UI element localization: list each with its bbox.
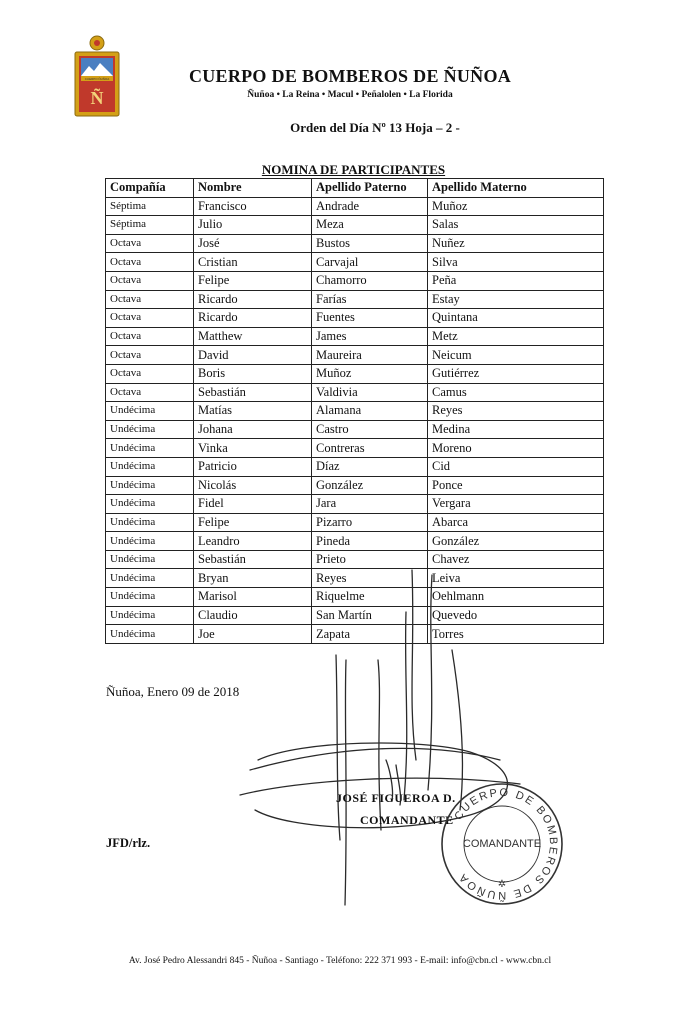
table-row (106, 383, 604, 402)
column-header-apellido-materno: Apellido Materno (428, 179, 604, 198)
cell-nombre: Marisol (194, 588, 312, 607)
cell-apellido-paterno: Pineda (312, 532, 428, 551)
seal-ring-text: CUERPO DE BOMBEROS DE ÑUÑOA (452, 786, 560, 902)
cell-compania: Undécima (106, 476, 194, 495)
cell-apellido-paterno: Andrade (312, 197, 428, 216)
cell-compania: Octava (106, 253, 194, 272)
cell-compania: Undécima (106, 606, 194, 625)
cell-compania: Octava (106, 234, 194, 253)
table-row (106, 271, 604, 290)
cell-apellido-materno: Oehlmann (428, 588, 604, 607)
cell-apellido-paterno: Muñoz (312, 364, 428, 383)
cell-compania: Undécima (106, 439, 194, 458)
cell-apellido-materno: Nuñez (428, 234, 604, 253)
logo-band-text: CUERPO ÑUÑOA (84, 77, 110, 81)
cell-compania: Octava (106, 364, 194, 383)
cell-compania: Undécima (106, 532, 194, 551)
cell-compania: Undécima (106, 588, 194, 607)
cell-nombre: Felipe (194, 271, 312, 290)
table-row (106, 513, 604, 532)
table-row (106, 550, 604, 569)
table-row (106, 309, 604, 328)
bomberos-logo (72, 34, 122, 118)
table-row (106, 476, 604, 495)
order-of-day-line: Orden del Día Nº 13 Hoja – 2 - (290, 120, 460, 135)
org-subtitle: Ñuñoa • La Reina • Macul • Peñalolen • La Florida (247, 90, 453, 100)
cell-compania: Octava (106, 346, 194, 365)
footer-address: Av. José Pedro Alessandri 845 - Ñuñoa - Santiago - Teléfono: 222 371 993 - E-mail: info@cbn.cl - www.cbn.cl (128, 956, 552, 966)
cell-nombre: David (194, 346, 312, 365)
cell-apellido-materno: González (428, 532, 604, 551)
table-row (106, 197, 604, 216)
cell-nombre: Julio (194, 216, 312, 235)
cell-nombre: Sebastián (194, 383, 312, 402)
cell-apellido-paterno: Castro (312, 420, 428, 439)
cell-apellido-materno: Cid (428, 457, 604, 476)
cell-compania: Undécima (106, 457, 194, 476)
table-row (106, 234, 604, 253)
table-row (106, 532, 604, 551)
cell-apellido-paterno: Riquelme (312, 588, 428, 607)
cell-apellido-paterno: Fuentes (312, 309, 428, 328)
signer-role: COMANDANTE (360, 813, 454, 827)
cell-compania: Undécima (106, 625, 194, 644)
cell-apellido-paterno: González (312, 476, 428, 495)
cell-apellido-materno: Gutiérrez (428, 364, 604, 383)
table-row (106, 495, 604, 514)
cell-apellido-materno: Reyes (428, 402, 604, 421)
cell-apellido-paterno: Reyes (312, 569, 428, 588)
cell-nombre: Cristian (194, 253, 312, 272)
cell-apellido-materno: Moreno (428, 439, 604, 458)
cell-apellido-paterno: Díaz (312, 457, 428, 476)
table-row (106, 439, 604, 458)
cell-compania: Undécima (106, 513, 194, 532)
cell-apellido-materno: Salas (428, 216, 604, 235)
cell-apellido-paterno: Farías (312, 290, 428, 309)
cell-nombre: Ricardo (194, 309, 312, 328)
cell-apellido-materno: Vergara (428, 495, 604, 514)
signer-name: JOSÉ FIGUEROA D. (336, 791, 456, 805)
table-row (106, 346, 604, 365)
table-row (106, 420, 604, 439)
cell-compania: Octava (106, 290, 194, 309)
table-title: NOMINA DE PARTICIPANTES (261, 162, 446, 177)
cell-compania: Séptima (106, 197, 194, 216)
cell-compania: Octava (106, 271, 194, 290)
table-row (106, 457, 604, 476)
cell-apellido-materno: Abarca (428, 513, 604, 532)
cell-nombre: Leandro (194, 532, 312, 551)
table-row (106, 327, 604, 346)
cell-nombre: Matthew (194, 327, 312, 346)
cell-apellido-materno: Chavez (428, 550, 604, 569)
table-row (106, 364, 604, 383)
column-header-compania: Compañía (106, 179, 194, 198)
cell-nombre: Francisco (194, 197, 312, 216)
cell-compania: Undécima (106, 569, 194, 588)
column-header-nombre: Nombre (194, 179, 312, 198)
cell-compania: Octava (106, 383, 194, 402)
table-row (106, 625, 604, 644)
cell-apellido-materno: Leiva (428, 569, 604, 588)
reference-initials: JFD/rlz. (106, 836, 151, 850)
cell-nombre: Nicolás (194, 476, 312, 495)
table-row (106, 253, 604, 272)
cell-apellido-materno: Torres (428, 625, 604, 644)
cell-apellido-materno: Neicum (428, 346, 604, 365)
cell-apellido-paterno: Zapata (312, 625, 428, 644)
table-row (106, 290, 604, 309)
cell-apellido-materno: Camus (428, 383, 604, 402)
cell-apellido-paterno: Carvajal (312, 253, 428, 272)
cell-nombre: Fidel (194, 495, 312, 514)
cell-nombre: José (194, 234, 312, 253)
cell-nombre: Ricardo (194, 290, 312, 309)
seal-center-text: COMANDANTE (462, 838, 542, 850)
cell-nombre: Vinka (194, 439, 312, 458)
cell-apellido-paterno: James (312, 327, 428, 346)
cell-apellido-materno: Metz (428, 327, 604, 346)
cell-apellido-materno: Muñoz (428, 197, 604, 216)
logo-letter: Ñ (90, 88, 104, 108)
cell-nombre: Bryan (194, 569, 312, 588)
cell-apellido-materno: Silva (428, 253, 604, 272)
cell-apellido-materno: Quintana (428, 309, 604, 328)
cell-apellido-paterno: Maureira (312, 346, 428, 365)
table-row (106, 402, 604, 421)
table-row (106, 606, 604, 625)
cell-apellido-paterno: Bustos (312, 234, 428, 253)
cell-nombre: Matías (194, 402, 312, 421)
column-header-apellido-paterno: Apellido Paterno (312, 179, 428, 198)
cell-nombre: Boris (194, 364, 312, 383)
official-seal (437, 779, 567, 909)
table-header-row (106, 179, 604, 198)
cell-apellido-paterno: Prieto (312, 550, 428, 569)
cell-apellido-paterno: Meza (312, 216, 428, 235)
cell-apellido-paterno: Alamana (312, 402, 428, 421)
cell-apellido-paterno: Valdivia (312, 383, 428, 402)
cell-apellido-paterno: Jara (312, 495, 428, 514)
cell-compania: Undécima (106, 495, 194, 514)
cell-nombre: Sebastián (194, 550, 312, 569)
cell-apellido-materno: Estay (428, 290, 604, 309)
cell-apellido-materno: Medina (428, 420, 604, 439)
cell-nombre: Patricio (194, 457, 312, 476)
table-row (106, 569, 604, 588)
cell-compania: Undécima (106, 420, 194, 439)
cell-nombre: Felipe (194, 513, 312, 532)
cell-compania: Octava (106, 327, 194, 346)
cell-apellido-paterno: Contreras (312, 439, 428, 458)
cell-nombre: Claudio (194, 606, 312, 625)
date-line: Ñuñoa, Enero 09 de 2018 (106, 684, 240, 699)
cell-apellido-paterno: Pizarro (312, 513, 428, 532)
cell-apellido-paterno: San Martín (312, 606, 428, 625)
participants-table (105, 178, 604, 644)
seal-star-icon: ✲ (497, 879, 507, 890)
cell-compania: Undécima (106, 402, 194, 421)
cell-apellido-materno: Peña (428, 271, 604, 290)
cell-compania: Octava (106, 309, 194, 328)
cell-compania: Undécima (106, 550, 194, 569)
cell-apellido-materno: Quevedo (428, 606, 604, 625)
table-body (106, 197, 604, 643)
cell-apellido-materno: Ponce (428, 476, 604, 495)
cell-nombre: Johana (194, 420, 312, 439)
cell-nombre: Joe (194, 625, 312, 644)
org-title: CUERPO DE BOMBEROS DE ÑUÑOA (188, 66, 512, 86)
table-row (106, 588, 604, 607)
cell-apellido-paterno: Chamorro (312, 271, 428, 290)
cell-compania: Séptima (106, 216, 194, 235)
table-row (106, 216, 604, 235)
